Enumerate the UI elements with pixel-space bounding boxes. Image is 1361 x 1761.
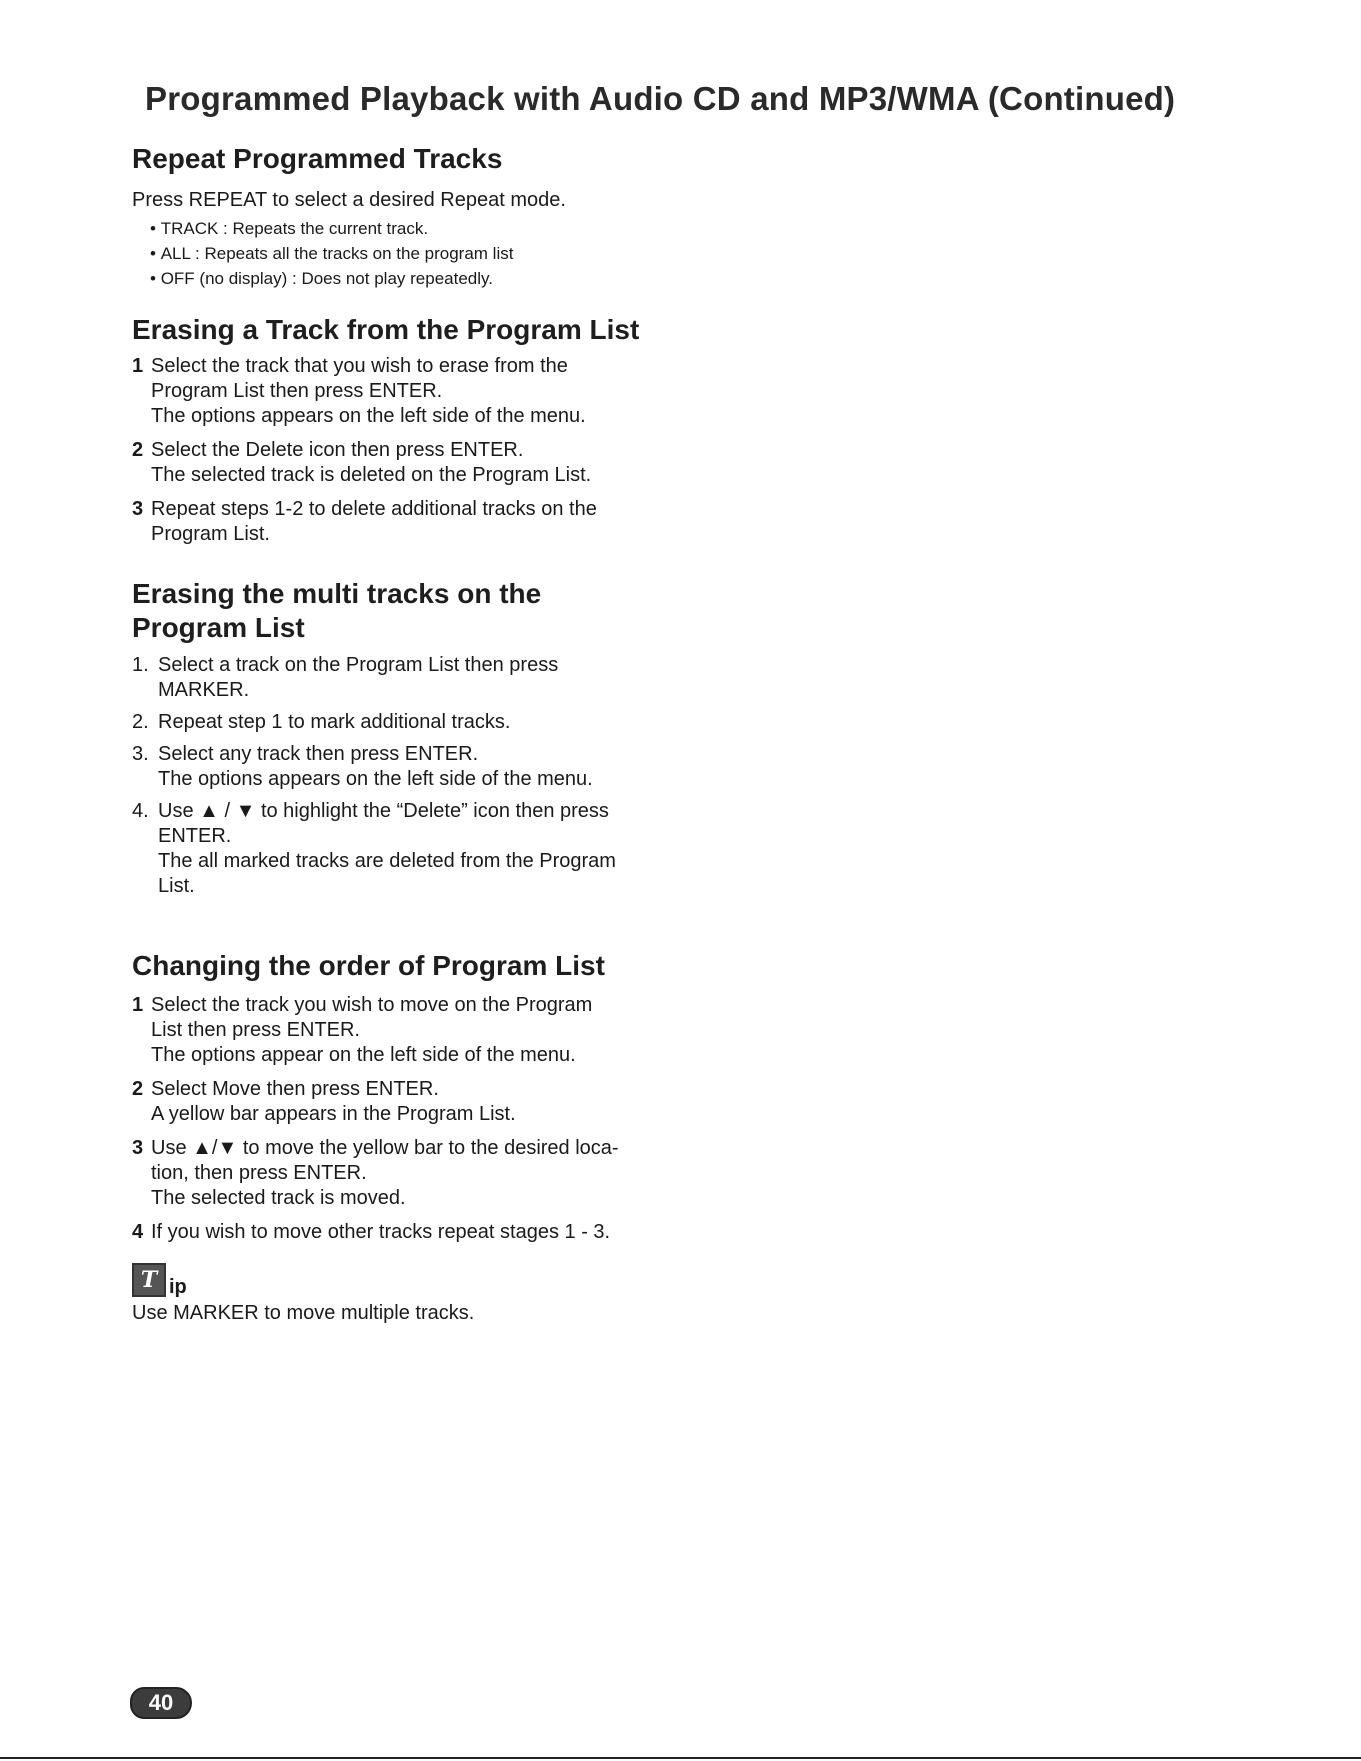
- repeat-mode-list: [132, 216, 692, 291]
- step-number: 2: [132, 439, 144, 461]
- bottom-rule: [0, 1757, 1361, 1759]
- section-repeat: [132, 142, 692, 291]
- tip-header: [132, 1263, 692, 1297]
- step-number: 2: [132, 1078, 144, 1100]
- step-item: [132, 710, 692, 735]
- step-text: Select a track on the Program List then press: [158, 654, 559, 676]
- step-text: List then press ENTER.: [151, 1019, 360, 1041]
- step-text: tion, then press ENTER.: [151, 1162, 367, 1184]
- step-number: 4.: [132, 800, 149, 822]
- step-item: [132, 742, 692, 792]
- step-text: Program List.: [151, 523, 270, 545]
- step-number: 4: [132, 1221, 144, 1243]
- step-item: [132, 438, 692, 488]
- page-title: Programmed Playback with Audio CD and MP3/WMA (Continued): [145, 80, 1176, 117]
- step-text: The options appears on the left side of the menu.: [158, 768, 593, 790]
- erase-multi-steps: [132, 653, 692, 899]
- section-erase-multi: [132, 577, 692, 899]
- step-text: Use ▲ / ▼ to highlight the “Delete” icon then press: [158, 800, 609, 822]
- repeat-mode-item: • ALL : Repeats all the tracks on the program list: [150, 241, 692, 266]
- tip-label: ip: [169, 1276, 187, 1298]
- step-text: Select the track that you wish to erase from the: [151, 355, 568, 377]
- repeat-mode-item: • OFF (no display) : Does not play repeatedly.: [150, 266, 692, 291]
- step-text: Repeat step 1 to mark additional tracks.: [158, 711, 511, 733]
- step-number: 3: [132, 1137, 144, 1159]
- step-item: [132, 993, 692, 1068]
- section-heading-repeat: Repeat Programmed Tracks: [132, 143, 503, 174]
- step-item: [132, 354, 692, 429]
- step-text: The all marked tracks are deleted from the Program: [158, 850, 616, 872]
- step-text: The selected track is moved.: [151, 1187, 406, 1209]
- repeat-intro: Press REPEAT to select a desired Repeat mode.: [132, 189, 566, 211]
- step-item: [132, 1077, 692, 1127]
- step-text: Select Move then press ENTER.: [151, 1078, 439, 1100]
- section-reorder: [132, 949, 692, 1245]
- page-number: 40: [148, 1690, 174, 1715]
- step-text: Select the Delete icon then press ENTER.: [151, 439, 524, 461]
- step-text: Select the track you wish to move on the Program: [151, 994, 593, 1016]
- step-item: [132, 1220, 692, 1245]
- step-text: A yellow bar appears in the Program List.: [151, 1103, 516, 1125]
- step-item: [132, 497, 692, 547]
- section-heading-erase-track: Erasing a Track from the Program List: [132, 314, 640, 345]
- step-text: The options appear on the left side of the menu.: [151, 1044, 576, 1066]
- step-number: 2.: [132, 711, 149, 733]
- tip-text: Use MARKER to move multiple tracks.: [132, 1302, 475, 1324]
- step-item: [132, 653, 692, 703]
- tip-icon: T: [132, 1263, 166, 1297]
- reorder-steps: [132, 993, 692, 1245]
- section-heading-reorder: Changing the order of Program List: [132, 950, 605, 981]
- step-number: 1: [132, 355, 144, 377]
- step-text: List.: [158, 875, 195, 897]
- step-text: Use ▲/▼ to move the yellow bar to the desired loca-: [151, 1137, 619, 1159]
- heading-line: Erasing the multi tracks on the: [132, 578, 542, 609]
- step-text: ENTER.: [158, 825, 232, 847]
- heading-line: Program List: [132, 612, 305, 643]
- tip-box: [132, 1263, 692, 1326]
- step-number: 3.: [132, 743, 149, 765]
- step-text: If you wish to move other tracks repeat stages 1 - 3.: [151, 1221, 611, 1243]
- section-erase-track: [132, 313, 692, 547]
- step-text: Repeat steps 1-2 to delete additional tracks on the: [151, 498, 597, 520]
- step-number: 3: [132, 498, 144, 520]
- content-column: [132, 142, 692, 1326]
- step-text: Program List then press ENTER.: [151, 380, 443, 402]
- step-text: MARKER.: [158, 679, 250, 701]
- section-heading-erase-multi: [132, 577, 692, 645]
- step-number: 1.: [132, 654, 149, 676]
- step-item: [132, 799, 692, 899]
- step-item: [132, 1136, 692, 1211]
- erase-track-steps: [132, 354, 692, 547]
- step-number: 1: [132, 994, 144, 1016]
- step-text: Select any track then press ENTER.: [158, 743, 479, 765]
- repeat-mode-item: • TRACK : Repeats the current track.: [150, 216, 692, 241]
- step-text: The options appears on the left side of the menu.: [151, 405, 586, 427]
- step-text: The selected track is deleted on the Program List.: [151, 464, 592, 486]
- page-number-badge: [130, 1687, 192, 1719]
